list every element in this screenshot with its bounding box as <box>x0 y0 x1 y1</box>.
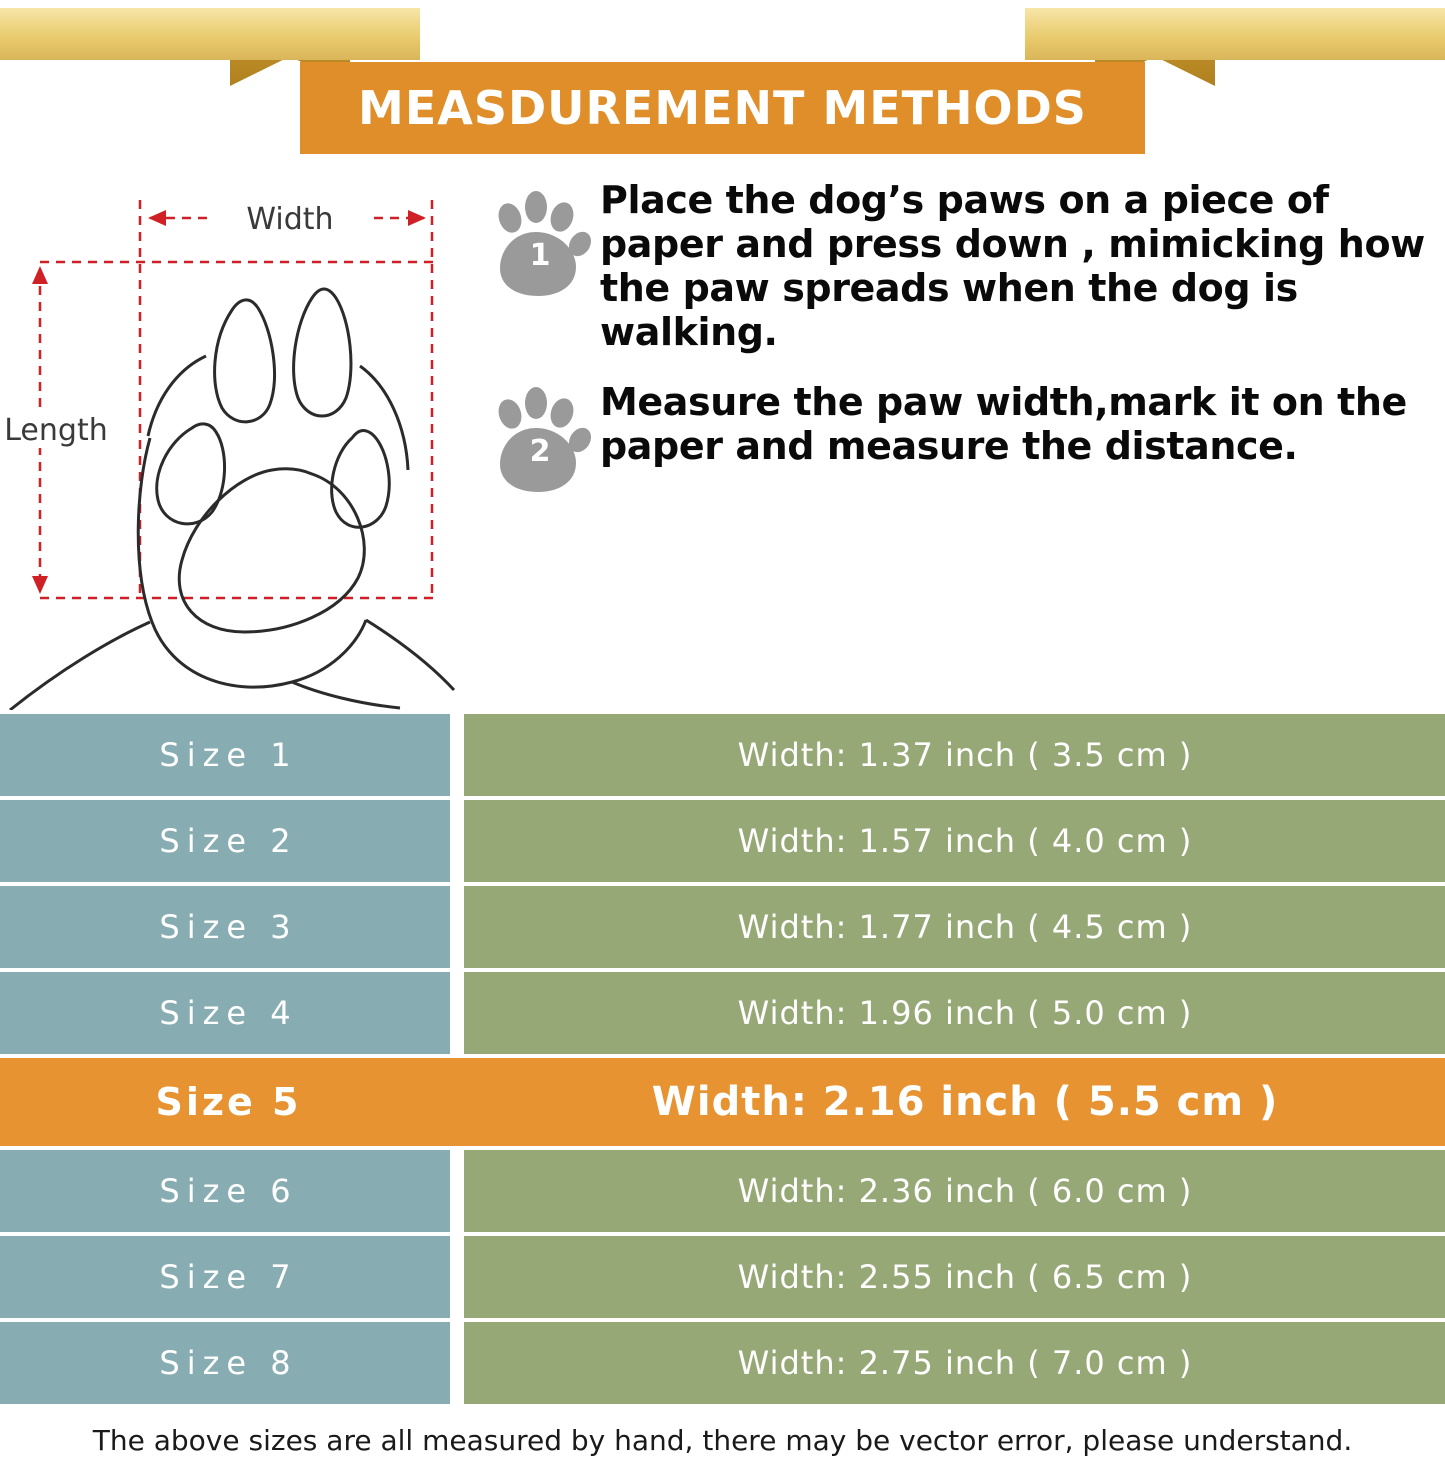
table-row <box>0 714 1445 796</box>
cell-gap <box>450 1236 464 1318</box>
cell-gap <box>450 886 464 968</box>
width-value: Width: 1.77 inch ( 4.5 cm ) <box>464 886 1445 968</box>
cell-gap <box>450 800 464 882</box>
size-label: Size 6 <box>0 1150 450 1232</box>
paw-print-icon <box>480 380 600 500</box>
table-row <box>0 1150 1445 1232</box>
width-value: Width: 2.75 inch ( 7.0 cm ) <box>464 1322 1445 1404</box>
cell-gap <box>450 1150 464 1232</box>
size-label: Size 1 <box>0 714 450 796</box>
width-value: Width: 1.57 inch ( 4.0 cm ) <box>464 800 1445 882</box>
size-label: Size 4 <box>0 972 450 1054</box>
cell-gap <box>450 714 464 796</box>
step-number: 2 <box>529 433 551 469</box>
table-row <box>0 1236 1445 1318</box>
size-label: Size 5 <box>0 1058 450 1146</box>
step-text: Place the dog’s paws on a piece of paper and press down , mimicking how the paw spreads when the dog is walking. <box>600 178 1425 355</box>
footnote: The above sizes are all measured by hand, there may be vector error, please understand. <box>92 1424 1353 1457</box>
size-label: Size 7 <box>0 1236 450 1318</box>
table-row <box>0 886 1445 968</box>
width-value: Width: 2.55 inch ( 6.5 cm ) <box>464 1236 1445 1318</box>
step-item <box>480 178 1437 355</box>
paw-measurement-diagram <box>0 170 470 710</box>
steps-list <box>480 178 1437 526</box>
banner <box>0 0 1445 170</box>
size-table <box>0 710 1445 1408</box>
length-label: Length <box>4 413 108 448</box>
banner-plate <box>300 62 1145 154</box>
page-title: MEASDUREMENT METHODS <box>358 81 1087 135</box>
width-label: Width <box>246 202 334 237</box>
cell-gap <box>450 1322 464 1404</box>
paw-print-icon <box>480 184 600 304</box>
cell-gap <box>450 1058 464 1146</box>
size-label: Size 2 <box>0 800 450 882</box>
cell-gap <box>450 972 464 1054</box>
instructions-area <box>0 170 1445 710</box>
table-row-highlighted <box>0 1058 1445 1146</box>
size-label: Size 8 <box>0 1322 450 1404</box>
width-value: Width: 2.36 inch ( 6.0 cm ) <box>464 1150 1445 1232</box>
table-row <box>0 1322 1445 1404</box>
width-value: Width: 2.16 inch ( 5.5 cm ) <box>464 1058 1445 1146</box>
step-item <box>480 380 1437 500</box>
width-value: Width: 1.96 inch ( 5.0 cm ) <box>464 972 1445 1054</box>
table-row <box>0 972 1445 1054</box>
step-number: 1 <box>529 237 551 273</box>
width-value: Width: 1.37 inch ( 3.5 cm ) <box>464 714 1445 796</box>
step-text: Measure the paw width,mark it on the paper and measure the distance. <box>600 380 1407 469</box>
table-row <box>0 800 1445 882</box>
size-label: Size 3 <box>0 886 450 968</box>
